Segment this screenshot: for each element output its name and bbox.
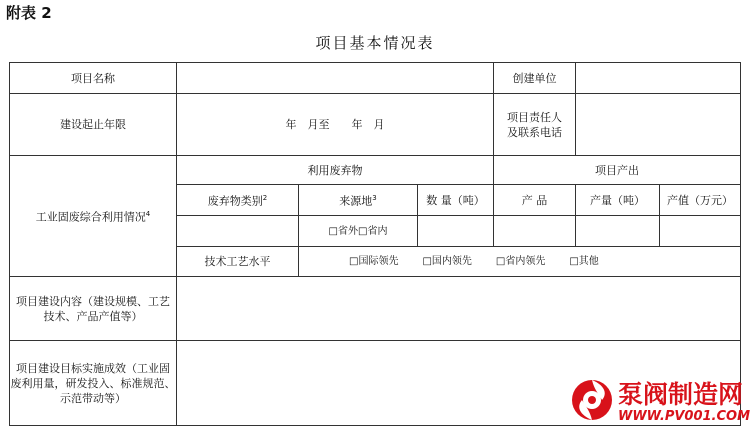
content-label-line2: 技术、产品产值等） bbox=[43, 309, 143, 323]
provincial-leading-checkbox[interactable]: □省内领先 bbox=[495, 256, 546, 267]
content-label-line1: 项目建设内容（建设规模、工艺 bbox=[16, 294, 170, 308]
waste-group-header: 利用废弃物 bbox=[177, 156, 494, 185]
watermark bbox=[568, 375, 750, 431]
content-field[interactable] bbox=[177, 277, 741, 341]
quantity-field[interactable] bbox=[418, 216, 494, 247]
waste-type-header bbox=[177, 185, 299, 216]
project-info-table bbox=[9, 62, 744, 426]
project-name-label: 项目名称 bbox=[10, 63, 177, 94]
domestic-leading-checkbox[interactable]: □国内领先 bbox=[422, 256, 472, 267]
effect-label-line1: 项目建设目标实施成效（工业固 bbox=[16, 361, 170, 375]
watermark-logo-icon bbox=[568, 375, 620, 425]
outside-province-checkbox[interactable]: □省外 bbox=[328, 226, 358, 237]
creating-unit-field[interactable] bbox=[576, 63, 741, 94]
utilization-label-text: 工业固废综合利用情况 bbox=[35, 210, 146, 224]
waste-type-sup: 2 bbox=[262, 194, 268, 203]
watermark-site-name: 泵阀制造网 bbox=[618, 380, 744, 409]
output-field[interactable] bbox=[576, 216, 660, 247]
value-header: 产值（万元） bbox=[660, 185, 741, 216]
product-field[interactable] bbox=[494, 216, 576, 247]
inside-province-checkbox[interactable]: □省内 bbox=[358, 226, 388, 237]
output-group-header: 项目产出 bbox=[494, 156, 741, 185]
tech-label: 技术工艺水平 bbox=[177, 247, 299, 277]
value-field[interactable] bbox=[660, 216, 741, 247]
contact-label-line2: 及联系电话 bbox=[507, 125, 562, 139]
period-field[interactable]: 年 月至 年 月 bbox=[177, 94, 494, 156]
contact-label-line1: 项目责任人 bbox=[507, 110, 562, 124]
quantity-header: 数 量（吨） bbox=[418, 185, 494, 216]
contact-label bbox=[494, 94, 576, 156]
source-header bbox=[299, 185, 418, 216]
effect-label-line3: 示范带动等） bbox=[60, 391, 126, 405]
output-header: 产量（吨） bbox=[576, 185, 660, 216]
product-header: 产 品 bbox=[494, 185, 576, 216]
utilization-label-sup: 4 bbox=[145, 210, 151, 219]
other-checkbox[interactable]: □其他 bbox=[569, 256, 599, 267]
tech-options bbox=[299, 247, 741, 277]
source-sup: 3 bbox=[372, 194, 377, 203]
project-name-field[interactable] bbox=[177, 63, 494, 94]
waste-type-header-text: 废弃物类别 bbox=[207, 194, 263, 208]
effect-label-line2: 废利用量，研发投入、标准规范、 bbox=[10, 376, 176, 390]
watermark-url: WWW.PV001.COM bbox=[618, 409, 750, 424]
utilization-label bbox=[10, 156, 177, 277]
creating-unit-label: 创建单位 bbox=[494, 63, 576, 94]
international-leading-checkbox[interactable]: □国际领先 bbox=[349, 256, 399, 267]
source-header-text: 来源地 bbox=[339, 194, 373, 208]
attachment-label: 附表 2 bbox=[6, 4, 52, 22]
source-options bbox=[299, 216, 418, 247]
waste-type-field[interactable] bbox=[177, 216, 299, 247]
effect-label bbox=[10, 341, 177, 426]
page-title: 项目基本情况表 bbox=[315, 34, 435, 52]
contact-field[interactable] bbox=[576, 94, 741, 156]
period-label: 建设起止年限 bbox=[10, 94, 177, 156]
content-label bbox=[10, 277, 177, 341]
